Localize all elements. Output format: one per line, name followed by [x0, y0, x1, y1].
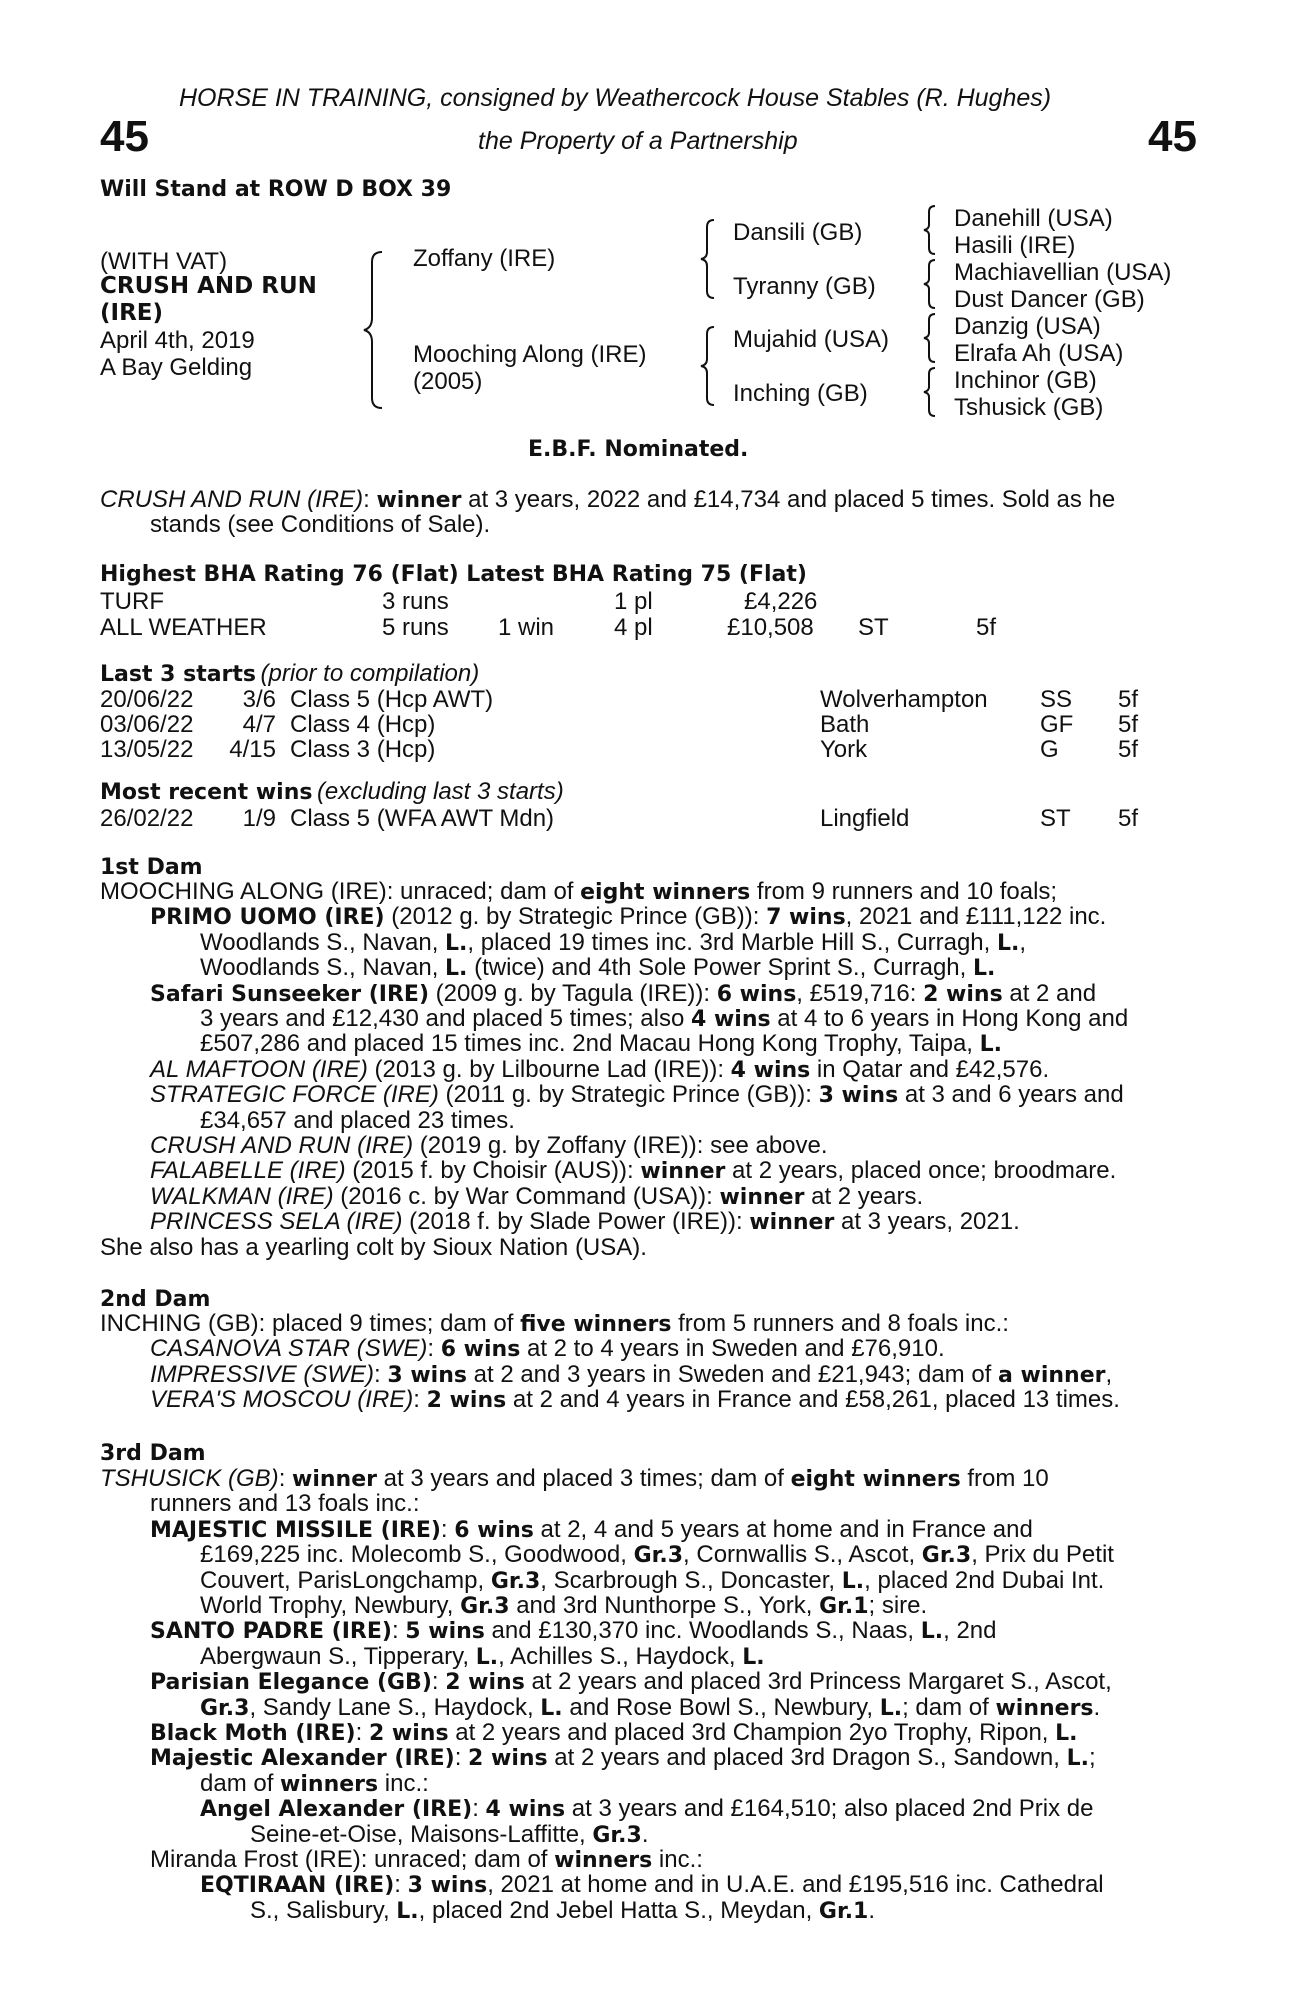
race-pos: 3/6 — [242, 686, 276, 713]
pedigree-text-line: Majestic Alexander (IRE): 2 wins at 2 years and placed 3rd Dragon S., Sandown, L.; — [150, 1744, 1096, 1772]
pedigree-text-line: CASANOVA STAR (SWE): 6 wins at 2 to 4 years in Sweden and £76,910. — [150, 1335, 945, 1363]
race-course: Bath — [820, 711, 870, 738]
pedigree-text-line: VERA'S MOSCOU (IRE): 2 wins at 2 and 4 years in France and £58,261, placed 13 times. — [150, 1386, 1120, 1414]
catalogue-header-subtitle: the Property of a Partnership — [478, 127, 798, 155]
pedigree-text-line: She also has a yearling colt by Sioux Nation (USA). — [100, 1233, 647, 1261]
stand-location: Will Stand at ROW D BOX 39 — [100, 177, 452, 202]
last-3-starts-heading: Last 3 starts (prior to compilation) — [100, 660, 480, 687]
horse-suffix: (IRE) — [100, 300, 164, 326]
race-dist: 5f — [1118, 686, 1139, 713]
pedigree-text-line: £169,225 inc. Molecomb S., Goodwood, Gr.3, Cornwallis S., Ascot, Gr.3, Prix du Petit — [200, 1541, 1114, 1569]
race-dist: 5f — [1118, 736, 1139, 763]
pedigree-text-line: Parisian Elegance (GB): 2 wins at 2 years and placed 3rd Princess Margaret S., Ascot, — [150, 1668, 1112, 1696]
pedigree-text-line: Angel Alexander (IRE): 4 wins at 3 years and £164,510; also placed 2nd Prix de — [200, 1795, 1094, 1823]
pedigree-text-line: Couvert, ParisLongchamp, Gr.3, Scarbrough S., Doncaster, L., placed 2nd Dubai Int. — [200, 1566, 1105, 1594]
pedigree-text-line: PRINCESS SELA (IRE) (2018 f. by Slade Power (IRE)): winner at 3 years, 2021. — [150, 1208, 1020, 1236]
race-date: 03/06/22 — [100, 711, 194, 738]
race-going: SS — [1040, 686, 1073, 713]
pedigree-dam: Mooching Along (IRE) — [413, 341, 647, 368]
race-course: York — [820, 736, 868, 763]
pedigree-ddd: Tshusick (GB) — [954, 394, 1104, 421]
pedigree-text-line: FALABELLE (IRE) (2015 f. by Choisir (AUS)): winner at 2 years, placed once; broodmare. — [150, 1157, 1117, 1185]
pedigree-sss: Danehill (USA) — [954, 205, 1113, 232]
pedigree-text-line: 3 years and £12,430 and placed 5 times; also 4 wins at 4 to 6 years in Hong Kong and — [200, 1005, 1129, 1032]
race-going: ST — [1040, 805, 1071, 832]
pedigree-brace-dd — [920, 366, 940, 418]
pedigree-text-line: MOOCHING ALONG (IRE): unraced; dam of eight winners from 9 runners and 10 foals; — [100, 878, 1058, 905]
pedigree-text-line: TSHUSICK (GB): winner at 3 years and placed 3 times; dam of eight winners from 10 — [100, 1465, 1049, 1492]
pedigree-dam-dam: Inching (GB) — [733, 380, 868, 407]
pedigree-dsd: Elrafa Ah (USA) — [954, 340, 1124, 367]
pedigree-brace-main — [360, 250, 390, 410]
horse-dob: April 4th, 2019 — [100, 327, 255, 354]
pedigree-brace-ss — [920, 204, 940, 256]
pedigree-text-line: runners and 13 foals inc.: — [150, 1490, 420, 1518]
pedigree-text-line: WALKMAN (IRE) (2016 c. by War Command (USA)): winner at 2 years. — [150, 1182, 924, 1210]
pedigree-brace-sire — [698, 218, 720, 300]
pedigree-text-line: Seine-et-Oise, Maisons-Laffitte, Gr.3. — [250, 1820, 649, 1848]
pedigree-text-line: Black Moth (IRE): 2 wins at 2 years and placed 3rd Champion 2yo Trophy, Ripon, L. — [150, 1719, 1078, 1746]
race-pos: 4/15 — [229, 736, 276, 763]
pedigree-text-line: dam of winners inc.: — [200, 1769, 429, 1797]
dam3-heading: 3rd Dam — [100, 1441, 206, 1466]
bha-ratings: Highest BHA Rating 76 (Flat) Latest BHA Rating 75 (Flat) — [100, 562, 807, 587]
race-race: Class 5 (Hcp AWT) — [290, 686, 494, 713]
pedigree-text-line: Gr.3, Sandy Lane S., Haydock, L. and Rose Bowl S., Newbury, L.; dam of winners. — [200, 1693, 1101, 1721]
race-course: Wolverhampton — [820, 686, 988, 713]
horse-name: CRUSH AND RUN — [100, 273, 317, 299]
pedigree-dam-year: (2005) — [413, 368, 483, 395]
pedigree-text-line: S., Salisbury, L., placed 2nd Jebel Hatta S., Meydan, Gr.1. — [250, 1896, 876, 1924]
recent-wins-heading: Most recent wins (excluding last 3 starts) — [100, 778, 564, 805]
pedigree-dds: Inchinor (GB) — [954, 367, 1097, 394]
pedigree-text-line: PRIMO UOMO (IRE) (2012 g. by Strategic Prince (GB)): 7 wins, 2021 and £111,122 inc. — [150, 903, 1107, 931]
pedigree-text-line: SANTO PADRE (IRE): 5 wins and £130,370 inc. Woodlands S., Naas, L., 2nd — [150, 1617, 997, 1645]
race-race: Class 4 (Hcp) — [290, 711, 436, 738]
race-going: G — [1040, 736, 1059, 763]
race-race: Class 5 (WFA AWT Mdn) — [290, 805, 555, 832]
pedigree-text-line: £507,286 and placed 15 times inc. 2nd Macau Hong Kong Trophy, Taipa, L. — [200, 1030, 1003, 1058]
pedigree-sds: Machiavellian (USA) — [954, 259, 1172, 286]
pedigree-text-line: INCHING (GB): placed 9 times; dam of five winners from 5 runners and 8 foals inc.: — [100, 1310, 1009, 1337]
horse-description: A Bay Gelding — [100, 354, 253, 381]
pedigree-dss: Danzig (USA) — [954, 313, 1101, 340]
race-dist: 5f — [1118, 711, 1139, 738]
pedigree-dam-sire: Mujahid (USA) — [733, 326, 890, 353]
race-dist: 5f — [1118, 805, 1139, 832]
pedigree-sdd: Dust Dancer (GB) — [954, 286, 1145, 313]
pedigree-sire-dam: Tyranny (GB) — [733, 273, 876, 300]
pedigree-sire: Zoffany (IRE) — [413, 245, 556, 272]
vat-note: (WITH VAT) — [100, 248, 228, 275]
race-going: GF — [1040, 711, 1074, 738]
pedigree-brace-dam — [698, 325, 720, 407]
race-race: Class 3 (Hcp) — [290, 736, 436, 763]
race-pos: 4/7 — [242, 711, 276, 738]
pedigree-text-line: Woodlands S., Navan, L., placed 19 times inc. 3rd Marble Hill S., Curragh, L., — [200, 928, 1027, 956]
lot-number-left: 45 — [100, 112, 149, 161]
summary-line-1: CRUSH AND RUN (IRE): winner at 3 years, 2022 and £14,734 and placed 5 times. Sold as he — [100, 486, 1116, 513]
pedigree-text-line: AL MAFTOON (IRE) (2013 g. by Lilbourne Lad (IRE)): 4 wins in Qatar and £42,576. — [150, 1055, 1050, 1083]
summary-line-2: stands (see Conditions of Sale). — [150, 511, 491, 538]
pedigree-ssd: Hasili (IRE) — [954, 232, 1076, 259]
pedigree-text-line: Safari Sunseeker (IRE) (2009 g. by Tagula (IRE)): 6 wins, £519,716: 2 wins at 2 and — [150, 979, 1097, 1007]
pedigree-text-line: £34,657 and placed 23 times. — [200, 1106, 515, 1134]
pedigree-text-line: Abergwaun S., Tipperary, L., Achilles S., Haydock, L. — [200, 1642, 765, 1670]
race-date: 13/05/22 — [100, 736, 194, 763]
pedigree-brace-ds — [920, 312, 940, 364]
pedigree-sire-sire: Dansili (GB) — [733, 219, 863, 246]
pedigree-brace-sd — [920, 258, 940, 310]
dam2-heading: 2nd Dam — [100, 1287, 211, 1312]
race-pos: 1/9 — [242, 805, 276, 832]
pedigree-text-line: IMPRESSIVE (SWE): 3 wins at 2 and 3 years in Sweden and £21,943; dam of a winner, — [150, 1360, 1113, 1388]
pedigree-text-line: Miranda Frost (IRE): unraced; dam of winners inc.: — [150, 1846, 703, 1873]
race-date: 20/06/22 — [100, 686, 194, 713]
catalogue-header-title: HORSE IN TRAINING, consigned by Weathercock House Stables (R. Hughes) — [179, 84, 1052, 112]
ebf-nomination: E.B.F. Nominated. — [528, 437, 749, 462]
pedigree-text-line: Woodlands S., Navan, L. (twice) and 4th Sole Power Sprint S., Curragh, L. — [200, 954, 996, 982]
lot-number-right: 45 — [1148, 112, 1197, 161]
pedigree-text-line: EQTIRAAN (IRE): 3 wins, 2021 at home and in U.A.E. and £195,516 inc. Cathedral — [200, 1871, 1104, 1899]
pedigree-text-line: CRUSH AND RUN (IRE) (2019 g. by Zoffany (IRE)): see above. — [150, 1132, 828, 1159]
dam1-heading: 1st Dam — [100, 855, 203, 880]
pedigree-text-line: STRATEGIC FORCE (IRE) (2011 g. by Strategic Prince (GB)): 3 wins at 3 and 6 years and — [150, 1081, 1124, 1109]
pedigree-text-line: MAJESTIC MISSILE (IRE): 6 wins at 2, 4 and 5 years at home and in France and — [150, 1515, 1033, 1543]
race-date: 26/02/22 — [100, 805, 194, 832]
race-course: Lingfield — [820, 805, 910, 832]
pedigree-text-line: World Trophy, Newbury, Gr.3 and 3rd Nunthorpe S., York, Gr.1; sire. — [200, 1592, 928, 1619]
